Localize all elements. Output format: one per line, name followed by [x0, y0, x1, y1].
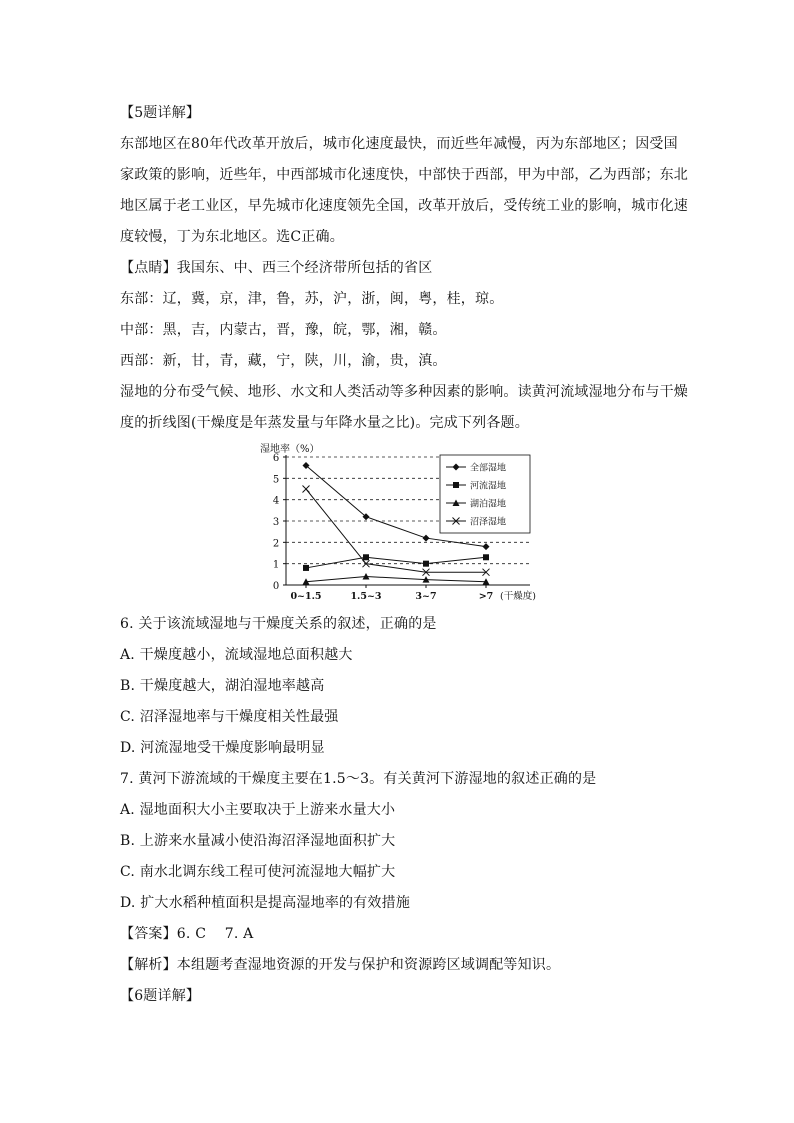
y-tick-label: 4 [272, 495, 280, 507]
data-point-river [303, 565, 309, 571]
question-7: 7. 黄河下游流域的干燥度主要在1.5～3。有关黄河下游湿地的叙述正确的是 [120, 771, 597, 787]
paragraph-line: 家政策的影响，近些年，中西部城市化速度快，中部快于西部，甲为中部，乙为西部；东北 [120, 167, 688, 183]
paragraph-line: 地区属于老工业区，早先城市化速度领先全国，改革开放后，受传统工业的影响，城市化速 [120, 198, 688, 214]
y-tick-label: 6 [272, 453, 280, 464]
y-tick-label: 2 [272, 538, 280, 550]
data-point-all [423, 535, 430, 542]
section-heading-5: 【5题详解】 [120, 105, 201, 121]
note-heading: 【点睛】我国东、中、西三个经济带所包括的省区 [120, 260, 433, 276]
data-point-river [363, 554, 369, 560]
central-region-list: 中部：黑，吉，内蒙古，晋，豫，皖，鄂，湘，赣。 [120, 322, 447, 338]
legend-marker [453, 482, 459, 488]
series-line-lake [306, 576, 486, 581]
data-point-all [483, 543, 490, 550]
x-tick-label: 1.5~3 [350, 591, 382, 602]
question-7-option-b: B. 上游来水量减小使沿海沼泽湿地面积扩大 [120, 833, 396, 849]
x-tick-label: 3~7 [415, 591, 437, 602]
data-point-river [483, 554, 489, 560]
legend-label: 沼泽湿地 [470, 517, 507, 528]
x-axis-label: (干燥度) [500, 591, 536, 602]
section-heading-6: 【6题详解】 [120, 988, 201, 1004]
paragraph-line: 度较慢，丁为东北地区。选C正确。 [120, 229, 344, 245]
question-intro-line: 度的折线图(干燥度是年蒸发量与年降水量之比)。完成下列各题。 [120, 415, 529, 431]
y-tick-label: 1 [272, 559, 280, 571]
legend-label: 全部湿地 [470, 463, 507, 474]
question-7-option-a: A. 湿地面积大小主要取决于上游来水量大小 [120, 802, 396, 818]
question-intro-line: 湿地的分布受气候、地形、水文和人类活动等多种因素的影响。读黄河流域湿地分布与干燥 [120, 384, 688, 400]
wetland-chart [120, 439, 680, 609]
data-point-river [423, 561, 429, 567]
question-6-option-d: D. 河流湿地受干燥度影响最明显 [120, 740, 325, 756]
question-6-option-b: B. 干燥度越大，湖泊湿地率越高 [120, 678, 325, 694]
series-line-river [306, 557, 486, 568]
answer-line: 【答案】6. C 7. A [120, 926, 254, 942]
question-6-option-a: A. 干燥度越小，流域湿地总面积越大 [120, 647, 353, 663]
text-block-top [120, 98, 688, 439]
y-tick-label: 0 [272, 581, 280, 592]
analysis-line: 【解析】本组题考查湿地资源的开发与保护和资源跨区域调配等知识。 [120, 957, 561, 973]
y-tick-label: 3 [272, 517, 280, 528]
question-6-option-c: C. 沼泽湿地率与干燥度相关性最强 [120, 709, 339, 725]
paragraph-line: 东部地区在80年代改革开放后，城市化速度最快，而近些年减慢，丙为东部地区；因受国 [120, 136, 678, 152]
legend-label: 河流湿地 [470, 481, 507, 492]
question-7-option-c: C. 南水北调东线工程可使河流湿地大幅扩大 [120, 864, 396, 880]
data-point-marsh [303, 486, 310, 493]
wetland-line-chart [120, 439, 680, 609]
east-region-list: 东部：辽，冀，京，津，鲁，苏，沪，浙，闽，粤，桂，琼。 [120, 291, 504, 307]
question-6: 6. 关于该流域湿地与干燥度关系的叙述，正确的是 [120, 616, 437, 632]
text-block-bottom [120, 609, 680, 1012]
x-tick-label: 0~1.5 [290, 591, 322, 602]
document-page [120, 98, 688, 1012]
question-7-option-d: D. 扩大水稻种植面积是提高湿地率的有效措施 [120, 895, 411, 911]
y-axis-label: 湿地率（%） [260, 444, 320, 455]
y-tick-label: 5 [272, 474, 280, 486]
legend-label: 湖泊湿地 [470, 499, 507, 510]
x-tick-label: >7 [478, 591, 494, 602]
west-region-list: 西部：新，甘，青，藏，宁，陕，川，渝，贵，滇。 [120, 353, 447, 369]
